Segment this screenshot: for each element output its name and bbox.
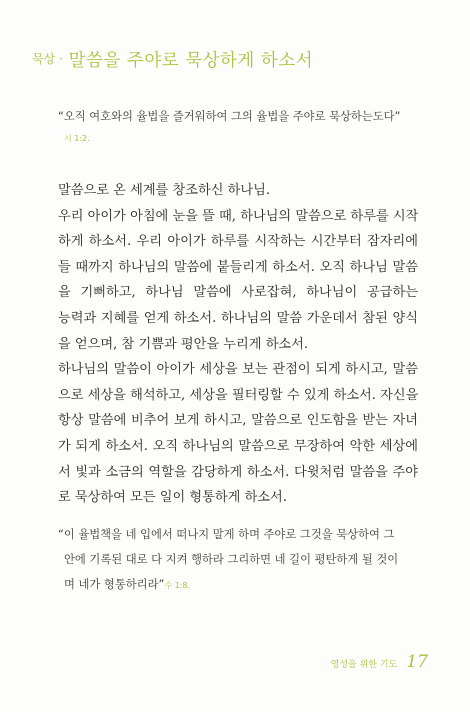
epigraph-verse	[58, 108, 400, 124]
closing-verse-line	[64, 576, 190, 592]
closing-verse-line	[64, 551, 398, 567]
body-line: 말씀으로 온 세계를 창조하신 하나님.	[58, 183, 271, 198]
epigraph-text: “오직 여호와의 율법을 즐거워하여 그의 율법을 주야로 묵상하는도다”	[58, 110, 401, 123]
body-line: 우리 아이가 아침에 눈을 뜰 때, 하나님의 말씀으로 하루를 시작	[58, 208, 418, 224]
section-header	[32, 47, 313, 72]
body-line: 으로 세상을 해석하고, 세상을 필터링할 수 있게 하소서. 자신을	[58, 387, 418, 403]
body-line: 을 얻으며, 참 기쁨과 평안을 누리게 하소서.	[58, 336, 309, 352]
body-line: 로 묵상하여 모든 일이 형통하게 하소서.	[58, 490, 287, 506]
page-footer	[331, 652, 428, 672]
closing-verse-text: 안에 기록된 대로 다 지켜 행하라 그리하면 네 길이 평탄하게 될 것이	[64, 553, 399, 566]
prayer-body	[58, 178, 418, 511]
epigraph-reference: 시 1:2.	[64, 134, 90, 143]
closing-verse-text: “이 율법책을 네 입에서 떠나지 말게 하며 주야로 그것을 묵상하여 그	[58, 528, 395, 541]
body-line: 을 기뻐하고, 하나님 말씀에 사로잡혀, 하나님이 공급하는	[58, 285, 418, 301]
body-line: 능력과 지혜를 얻게 하소서. 하나님의 말씀 가운데서 참된 양식	[58, 310, 418, 326]
body-line: 하게 하소서. 우리 아이가 하루를 시작하는 시간부터 잠자리에	[58, 234, 418, 250]
body-line: 서 빛과 소금의 역할을 감당하게 하소서. 다윗처럼 말씀을 주야	[58, 464, 418, 480]
body-line: 가 되게 하소서. 오직 하나님의 말씀으로 무장하여 악한 세상에	[58, 438, 418, 454]
page-number: 17	[406, 652, 428, 672]
body-line: 하나님의 말씀이 아이가 세상을 보는 관점이 되게 하시고, 말씀	[58, 362, 418, 378]
closing-verse-text: 며 네가 형통하리라”	[64, 578, 165, 591]
epigraph-reference-line	[64, 131, 90, 144]
body-line: 들 때까지 하나님의 말씀에 붙들리게 하소서. 오직 하나님 말씀	[58, 259, 418, 275]
header-title: 말씀을 주야로 묵상하게 하소서	[68, 51, 314, 71]
closing-verse-reference: 수 1:8.	[164, 581, 191, 590]
closing-verse-line	[58, 526, 394, 542]
running-footer-title: 영성을 위한 기도	[330, 660, 398, 670]
body-line: 항상 말씀에 비추어 보게 하시고, 말씀으로 인도함을 받는 자녀	[58, 413, 418, 429]
header-separator: ·	[55, 52, 67, 66]
header-label: 묵상	[32, 52, 56, 66]
